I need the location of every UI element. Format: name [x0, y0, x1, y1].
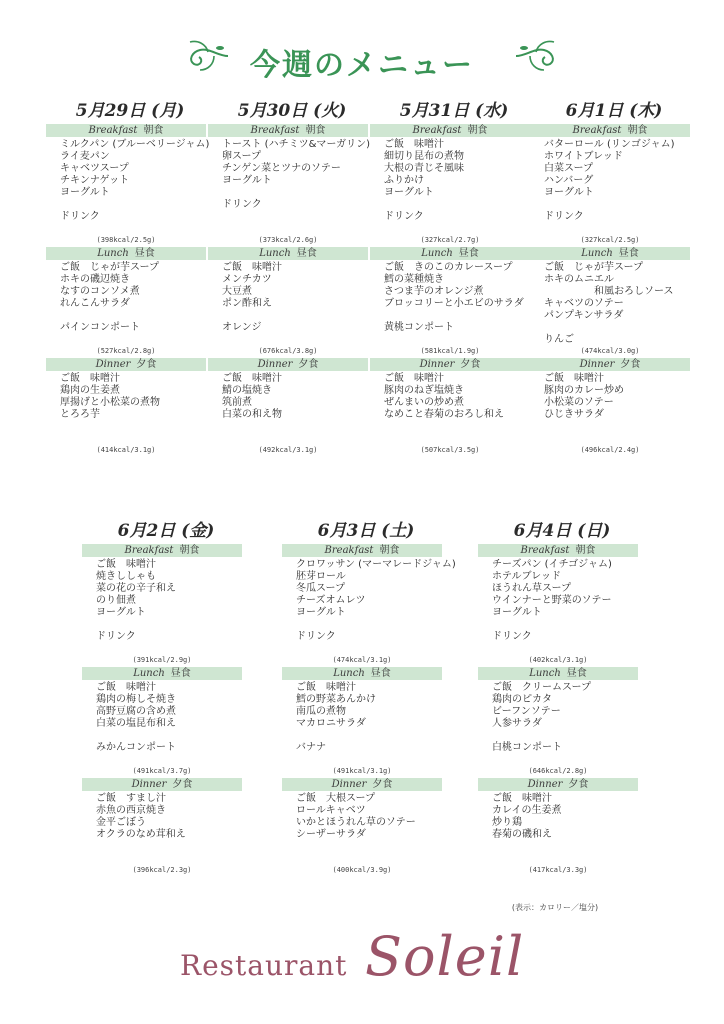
day-column — [282, 520, 456, 875]
lunch-label-en: Lunch — [529, 668, 561, 679]
breakfast-nutrition: (373kcal/2.6g) — [258, 236, 318, 244]
menu-item — [384, 334, 530, 346]
menu-item — [60, 199, 206, 211]
menu-item: 和風おろしソース — [594, 286, 674, 297]
dinner-bar — [282, 778, 442, 791]
menu-item: いかとほうれん草のソテー — [296, 817, 416, 828]
menu-item: ホキのムニエル — [544, 274, 614, 285]
menu-item: ドリンク — [222, 199, 262, 210]
dinner-label-en: Dinner — [579, 359, 615, 370]
menu-item: ドリンク — [384, 211, 424, 222]
menu-item: 細切り昆布の煮物 — [384, 151, 464, 162]
lunch-items — [82, 682, 242, 766]
menu-item: オレンジ — [222, 322, 262, 333]
lunch-bar — [370, 247, 530, 260]
menu-item: ぜんまいの炒め煮 — [384, 397, 464, 408]
menu-item — [544, 421, 690, 433]
dinner-items — [370, 373, 530, 445]
menu-item — [60, 223, 206, 235]
lunch-label-en: Lunch — [259, 248, 291, 259]
breakfast-label-en: Breakfast — [572, 125, 622, 136]
menu-item: 卵スープ — [222, 151, 261, 162]
menu-item: クロワッサン (マーマレードジャム) — [296, 559, 456, 570]
lunch-items — [370, 262, 530, 346]
legend-note: (表示：カロリー／塩分) — [511, 903, 599, 912]
lunch-nutrition: (491kcal/3.7g) — [132, 767, 192, 775]
menu-item — [222, 187, 368, 199]
dinner-bar — [208, 358, 368, 371]
breakfast-nutrition: (474kcal/3.1g) — [332, 656, 392, 664]
menu-item — [222, 223, 368, 235]
menu-item: チキンナゲット — [60, 175, 130, 186]
lunch-label-en: Lunch — [333, 668, 365, 679]
footer-logo — [0, 925, 724, 995]
menu-item: ヨーグルト — [544, 187, 594, 198]
menu-item: 冬瓜スープ — [296, 583, 345, 594]
menu-item — [544, 322, 690, 334]
menu-item: 大根の青じそ風味 — [384, 163, 464, 174]
menu-item: ドリンク — [544, 211, 584, 222]
menu-item: 鶏肉の生姜煮 — [60, 385, 120, 396]
menu-item — [544, 199, 690, 211]
menu-item: ご飯 味噌汁 — [384, 139, 444, 150]
breakfast-bar — [370, 124, 530, 137]
dinner-nutrition: (492kcal/3.1g) — [258, 446, 318, 454]
menu-item: 豚肉のねぎ塩焼き — [384, 385, 464, 396]
restaurant-name: Soleil — [365, 925, 525, 988]
breakfast-items — [82, 559, 242, 655]
menu-item: 筑前煮 — [222, 397, 252, 408]
menu-item: マカロニサラダ — [296, 718, 366, 729]
dinner-label-en: Dinner — [257, 359, 293, 370]
menu-item: 菜の花の辛子和え — [96, 583, 176, 594]
dinner-label-en: Dinner — [527, 779, 563, 790]
menu-item: ポン酢和え — [222, 298, 272, 309]
day-column — [530, 100, 690, 455]
menu-item: ヨーグルト — [296, 607, 346, 618]
breakfast-label-en: Breakfast — [124, 545, 174, 556]
menu-item: ご飯 味噌汁 — [296, 682, 356, 693]
day-date: 5月30日 (火) — [237, 101, 347, 121]
dinner-label-en: Dinner — [95, 359, 131, 370]
menu-item: とろろ芋 — [60, 409, 100, 420]
menu-item: ご飯 大根スープ — [296, 793, 375, 804]
lunch-bar — [478, 667, 638, 680]
menu-item: 鶏肉の梅しそ焼き — [96, 694, 176, 705]
menu-item: 炒り鶏 — [492, 817, 522, 828]
menu-item: ホキの磯辺焼き — [60, 274, 130, 285]
menu-item — [296, 754, 442, 766]
dinner-nutrition: (417kcal/3.3g) — [528, 866, 588, 874]
breakfast-bar — [208, 124, 368, 137]
menu-item: 鯖の塩焼き — [222, 385, 272, 396]
lunch-label-jp: 昼食 — [618, 248, 639, 259]
menu-item — [384, 223, 530, 235]
dinner-items — [208, 373, 368, 445]
breakfast-items — [282, 559, 456, 655]
menu-item: ホテルブレッド — [492, 571, 561, 582]
lunch-bar — [82, 667, 242, 680]
day-date: 5月31日 (水) — [399, 101, 509, 121]
lunch-label-jp: 昼食 — [566, 668, 587, 679]
menu-item: キャベツスープ — [60, 163, 129, 174]
menu-item: バナナ — [296, 742, 326, 753]
lunch-bar — [282, 667, 442, 680]
menu-item: さつま芋のオレンジ煮 — [384, 286, 484, 297]
dinner-items — [46, 373, 206, 445]
menu-item: ほうれん草スープ — [492, 583, 571, 594]
lunch-label-jp: 昼食 — [170, 668, 191, 679]
lunch-items — [282, 682, 442, 766]
header — [0, 30, 724, 90]
menu-item — [296, 853, 442, 865]
menu-item: 小松菜のソテー — [544, 397, 614, 408]
day-date: 6月2日 (金) — [117, 521, 215, 541]
flourish-right-icon — [512, 34, 564, 74]
menu-item: 大豆煮 — [222, 286, 252, 297]
menu-item — [222, 433, 368, 445]
menu-item — [222, 310, 368, 322]
menu-item: ヨーグルト — [60, 187, 110, 198]
breakfast-label-jp: 朝食 — [143, 125, 164, 136]
lunch-label-en: Lunch — [581, 248, 613, 259]
day-date: 5月29日 (月) — [75, 101, 185, 121]
lunch-label-jp: 昼食 — [458, 248, 479, 259]
menu-item — [384, 199, 530, 211]
day-date: 6月1日 (木) — [565, 101, 663, 121]
dinner-label-en: Dinner — [331, 779, 367, 790]
menu-item: ご飯 きのこのカレースープ — [384, 262, 513, 273]
breakfast-label-en: Breakfast — [412, 125, 462, 136]
menu-item: ライ麦パン — [60, 151, 110, 162]
menu-item: ご飯 味噌汁 — [60, 373, 120, 384]
menu-item: 胚芽ロール — [296, 571, 346, 582]
menu-item: 鱈の菜種焼き — [384, 274, 444, 285]
breakfast-items — [370, 139, 530, 235]
day-date: 6月4日 (日) — [513, 521, 611, 541]
breakfast-nutrition: (398kcal/2.5g) — [96, 236, 156, 244]
day-column — [46, 100, 210, 455]
menu-item: 人参サラダ — [492, 718, 542, 729]
lunch-nutrition: (646kcal/2.8g) — [528, 767, 588, 775]
menu-item: ご飯 じゃが芋スープ — [60, 262, 159, 273]
breakfast-label-jp: 朝食 — [305, 125, 326, 136]
lunch-nutrition: (491kcal/3.1g) — [332, 767, 392, 775]
menu-item: ブロッコリーと小エビのサラダ — [384, 298, 524, 309]
dinner-items — [530, 373, 690, 445]
menu-item: 南瓜の煮物 — [296, 706, 346, 717]
dinner-label-jp: 夕食 — [568, 779, 589, 790]
menu-item: ホワイトブレッド — [544, 151, 623, 162]
menu-item: 高野豆腐の含め煮 — [96, 706, 176, 717]
menu-item: ふりかけ — [384, 175, 424, 186]
breakfast-items — [478, 559, 638, 655]
menu-item: 金平ごぼう — [96, 817, 146, 828]
menu-item: トースト (ハチミツ&マーガリン) — [222, 139, 371, 150]
day-date: 6月3日 (土) — [317, 521, 415, 541]
menu-item: オクラのなめ茸和え — [96, 829, 186, 840]
lunch-nutrition: (527kcal/2.8g) — [96, 347, 156, 355]
menu-item — [222, 421, 368, 433]
dinner-bar — [370, 358, 530, 371]
day-column — [208, 100, 371, 455]
dinner-label-jp: 夕食 — [136, 359, 157, 370]
menu-item — [492, 643, 638, 655]
lunch-label-jp: 昼食 — [134, 248, 155, 259]
menu-item — [96, 619, 242, 631]
lunch-items — [478, 682, 638, 766]
menu-item: 白桃コンポート — [492, 742, 562, 753]
breakfast-label-jp: 朝食 — [179, 545, 200, 556]
menu-item — [96, 754, 242, 766]
breakfast-label-en: Breakfast — [88, 125, 138, 136]
menu-item: チーズパン (イチゴジャム) — [492, 559, 612, 570]
lunch-label-en: Lunch — [133, 668, 165, 679]
lunch-bar — [530, 247, 690, 260]
lunch-nutrition: (676kcal/3.8g) — [258, 347, 318, 355]
menu-item: バターロール (リンゴジャム) — [544, 139, 675, 150]
menu-item: ご飯 じゃが芋スープ — [544, 262, 643, 273]
menu-item: ドリンク — [60, 211, 100, 222]
menu-item — [96, 643, 242, 655]
day-column — [478, 520, 638, 875]
menu-item: ハンバーグ — [544, 175, 594, 186]
menu-item: ヨーグルト — [96, 607, 146, 618]
lunch-items — [530, 262, 690, 346]
lunch-items — [208, 262, 368, 346]
dinner-nutrition: (414kcal/3.1g) — [96, 446, 156, 454]
menu-item: パインコンポート — [60, 322, 140, 333]
breakfast-bar — [46, 124, 206, 137]
menu-item — [296, 730, 442, 742]
menu-item: ウインナーと野菜のソテー — [492, 595, 612, 606]
menu-item: 鱈の野菜あんかけ — [296, 694, 376, 705]
lunch-label-jp: 昼食 — [296, 248, 317, 259]
menu-item — [60, 334, 206, 346]
menu-item: 赤魚の西京焼き — [96, 805, 166, 816]
menu-item — [296, 841, 442, 853]
menu-item — [222, 334, 368, 346]
menu-item — [492, 619, 638, 631]
menu-item: れんこんサラダ — [60, 298, 130, 309]
breakfast-label-jp: 朝食 — [467, 125, 488, 136]
menu-item: 白菜スープ — [544, 163, 593, 174]
restaurant-label: Restaurant — [180, 949, 348, 982]
breakfast-label-en: Breakfast — [520, 545, 570, 556]
menu-item: ご飯 味噌汁 — [222, 262, 282, 273]
menu-item — [492, 730, 638, 742]
menu-item: ドリンク — [296, 631, 336, 642]
lunch-nutrition: (474kcal/3.0g) — [580, 347, 640, 355]
menu-item: ビーフンソテー — [492, 706, 561, 717]
breakfast-bar — [282, 544, 442, 557]
menu-item: みかんコンポート — [96, 742, 176, 753]
dinner-label-en: Dinner — [131, 779, 167, 790]
breakfast-items — [530, 139, 690, 235]
dinner-nutrition: (496kcal/2.4g) — [580, 446, 640, 454]
dinner-bar — [46, 358, 206, 371]
breakfast-nutrition: (327kcal/2.7g) — [420, 236, 480, 244]
menu-item — [60, 421, 206, 433]
menu-item: なすのコンソメ煮 — [60, 286, 140, 297]
dinner-label-jp: 夕食 — [620, 359, 641, 370]
lunch-label-jp: 昼食 — [370, 668, 391, 679]
menu-item: ひじきサラダ — [544, 409, 604, 420]
dinner-nutrition: (400kcal/3.9g) — [332, 866, 392, 874]
menu-item: ご飯 すまし汁 — [96, 793, 166, 804]
dinner-nutrition: (507kcal/3.5g) — [420, 446, 480, 454]
dinner-bar — [530, 358, 690, 371]
menu-item: ご飯 味噌汁 — [96, 559, 156, 570]
menu-item — [60, 433, 206, 445]
dinner-bar — [82, 778, 242, 791]
breakfast-label-en: Breakfast — [324, 545, 374, 556]
menu-item — [492, 841, 638, 853]
breakfast-bar — [478, 544, 638, 557]
dinner-items — [282, 793, 442, 865]
menu-item: ヨーグルト — [384, 187, 434, 198]
breakfast-items — [46, 139, 210, 235]
breakfast-label-jp: 朝食 — [379, 545, 400, 556]
menu-item: メンチカツ — [222, 274, 272, 285]
menu-item: なめこと春菊のおろし和え — [384, 409, 504, 420]
menu-item: ご飯 味噌汁 — [96, 682, 156, 693]
menu-item: カレイの生姜煮 — [492, 805, 562, 816]
dinner-items — [82, 793, 242, 865]
day-column — [370, 100, 530, 455]
dinner-label-jp: 夕食 — [372, 779, 393, 790]
menu-item: 白菜の和え物 — [222, 409, 282, 420]
menu-item — [96, 730, 242, 742]
menu-item: 厚揚げと小松菜の煮物 — [60, 397, 160, 408]
menu-item: 鶏肉のピカタ — [492, 694, 552, 705]
menu-item: ロールキャベツ — [296, 805, 366, 816]
menu-item — [296, 619, 442, 631]
lunch-items — [46, 262, 206, 346]
menu-item: 春菊の磯和え — [492, 829, 552, 840]
dinner-label-jp: 夕食 — [172, 779, 193, 790]
menu-item: ヨーグルト — [222, 175, 272, 186]
menu-item — [384, 310, 530, 322]
dinner-nutrition: (396kcal/2.3g) — [132, 866, 192, 874]
menu-item: ご飯 クリームスープ — [492, 682, 591, 693]
menu-item — [96, 853, 242, 865]
menu-item — [544, 433, 690, 445]
menu-item: 黄桃コンポート — [384, 322, 454, 333]
menu-item: ご飯 味噌汁 — [492, 793, 552, 804]
menu-item: ご飯 味噌汁 — [384, 373, 444, 384]
menu-item: 焼きししゃも — [96, 571, 156, 582]
dinner-bar — [478, 778, 638, 791]
menu-item: のり佃煮 — [96, 595, 136, 606]
menu-item — [60, 310, 206, 322]
menu-item — [492, 853, 638, 865]
menu-item — [384, 421, 530, 433]
breakfast-nutrition: (327kcal/2.5g) — [580, 236, 640, 244]
menu-item — [492, 754, 638, 766]
dinner-label-jp: 夕食 — [298, 359, 319, 370]
menu-item: チーズオムレツ — [296, 595, 366, 606]
lunch-bar — [46, 247, 206, 260]
menu-item: シーザーサラダ — [296, 829, 366, 840]
dinner-label-jp: 夕食 — [460, 359, 481, 370]
menu-item: ミルクパン (ブルーベリージャム) — [60, 139, 210, 150]
menu-item: りんご — [544, 334, 574, 345]
page-title: 今週のメニュー — [250, 48, 474, 83]
menu-item — [222, 211, 368, 223]
menu-item: ご飯 味噌汁 — [222, 373, 282, 384]
dinner-items — [478, 793, 638, 865]
menu-item: 白菜の塩昆布和え — [96, 718, 176, 729]
lunch-label-en: Lunch — [421, 248, 453, 259]
day-column — [82, 520, 242, 875]
lunch-label-en: Lunch — [97, 248, 129, 259]
menu-item — [544, 223, 690, 235]
menu-item — [96, 841, 242, 853]
menu-item: 豚肉のカレー炒め — [544, 385, 624, 396]
menu-item — [384, 433, 530, 445]
menu-item: ヨーグルト — [492, 607, 542, 618]
breakfast-bar — [82, 544, 242, 557]
dinner-label-en: Dinner — [419, 359, 455, 370]
menu-item: ドリンク — [492, 631, 532, 642]
breakfast-items — [208, 139, 371, 235]
breakfast-label-en: Breakfast — [250, 125, 300, 136]
menu-item: キャベツのソテー — [544, 298, 624, 309]
breakfast-nutrition: (391kcal/2.9g) — [132, 656, 192, 664]
breakfast-nutrition: (402kcal/3.1g) — [528, 656, 588, 664]
menu-item: チンゲン菜とツナのソテー — [222, 163, 341, 174]
menu-item: ドリンク — [96, 631, 136, 642]
breakfast-bar — [530, 124, 690, 137]
menu-item — [296, 643, 442, 655]
lunch-nutrition: (581kcal/1.9g) — [420, 347, 480, 355]
lunch-bar — [208, 247, 368, 260]
breakfast-label-jp: 朝食 — [575, 545, 596, 556]
menu-item: パンプキンサラダ — [544, 310, 624, 321]
menu-item: ご飯 味噌汁 — [544, 373, 604, 384]
breakfast-label-jp: 朝食 — [627, 125, 648, 136]
